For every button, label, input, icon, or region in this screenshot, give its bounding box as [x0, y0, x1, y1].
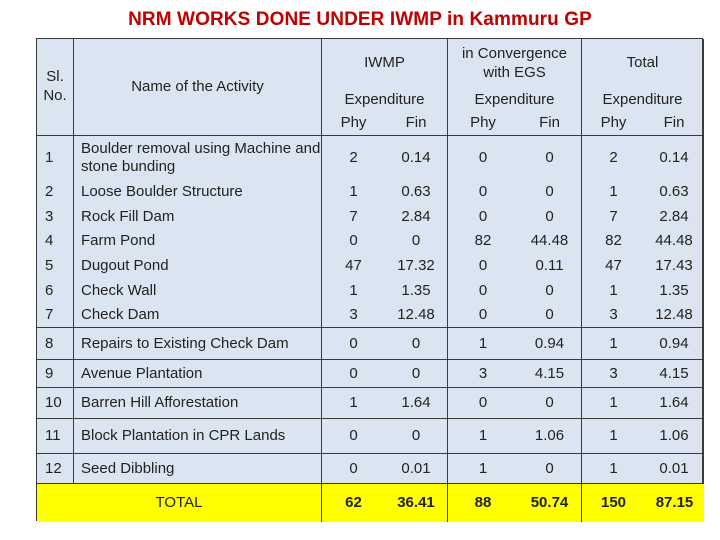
row-value: 2.84	[645, 204, 704, 229]
row-value: 1.06	[518, 419, 582, 454]
header-iwmp: IWMP	[322, 39, 448, 88]
row-value: 7	[349, 207, 358, 225]
header-total-phy: Phy	[582, 112, 645, 136]
nrm-works-table	[36, 38, 703, 521]
row-value: 0	[385, 229, 448, 253]
row-value: 12.48	[645, 303, 704, 328]
row-value: 0.94	[645, 328, 704, 360]
total-value: 50.74	[518, 484, 582, 522]
row-value: 47	[345, 256, 362, 274]
row-sl-no: 3	[37, 204, 74, 229]
row-value: 0	[478, 281, 488, 299]
row-value: 0	[518, 204, 582, 229]
row-value: 1	[582, 454, 645, 484]
row-activity: Loose Boulder Structure	[74, 179, 322, 204]
row-value: 2	[349, 148, 358, 166]
row-value: 0.01	[385, 454, 448, 484]
row-sl-no: 1	[37, 136, 74, 179]
header-iwmp-expenditure: Expenditure	[322, 88, 448, 112]
row-value: 0	[322, 454, 385, 484]
row-value: 1	[582, 328, 645, 360]
header-total: Total	[582, 39, 704, 88]
row-value: 0	[322, 419, 385, 454]
row-sl-no: 9	[37, 360, 74, 388]
row-value: 3	[448, 360, 518, 388]
row-value: 1	[448, 419, 518, 454]
row-activity: Dugout Pond	[74, 253, 322, 278]
row-activity: Repairs to Existing Check Dam	[74, 328, 322, 360]
row-value: 12.48	[385, 303, 448, 328]
row-value: 1.06	[645, 419, 704, 454]
row-value: 0	[478, 182, 488, 200]
row-value: 0	[448, 388, 518, 419]
row-value: 1.64	[645, 388, 704, 419]
row-value: 0.63	[385, 179, 448, 204]
row-activity: Farm Pond	[74, 229, 322, 253]
row-value: 47	[605, 256, 622, 274]
row-activity: Avenue Plantation	[74, 360, 322, 388]
header-activity: Name of the Activity	[74, 39, 322, 136]
row-value: 2	[609, 148, 618, 166]
row-value: 3	[582, 303, 645, 328]
row-value: 1	[448, 454, 518, 484]
row-value: 0.63	[645, 179, 704, 204]
total-value: 150	[582, 484, 645, 522]
row-value: 0.01	[645, 454, 704, 484]
row-value: 0	[518, 278, 582, 303]
header-iwmp-phy: Phy	[322, 112, 385, 136]
row-activity: Seed Dibbling	[74, 454, 322, 484]
row-value: 0	[322, 360, 385, 388]
header-convergence-egs-fin: Fin	[518, 112, 582, 136]
total-label: TOTAL	[37, 484, 322, 522]
row-value: 3	[582, 360, 645, 388]
row-sl-no: 5	[37, 253, 74, 278]
row-value: 17.32	[385, 253, 448, 278]
row-value: 0.14	[385, 136, 448, 179]
row-value: 0	[518, 179, 582, 204]
row-value: 0	[448, 303, 518, 328]
row-value: 1	[322, 388, 385, 419]
row-value: 2.84	[385, 204, 448, 229]
total-value: 87.15	[645, 484, 704, 522]
header-convergence-egs: in Convergence with EGS	[448, 39, 582, 88]
row-value: 82	[605, 232, 622, 249]
row-value: 0	[478, 207, 488, 225]
row-activity: Barren Hill Afforestation	[74, 388, 322, 419]
row-value: 0.11	[518, 253, 582, 278]
row-value: 0.94	[518, 328, 582, 360]
header-total-expenditure: Expenditure	[582, 88, 704, 112]
row-value: 82	[474, 232, 492, 249]
header-convergence-egs-expenditure: Expenditure	[448, 88, 582, 112]
header-iwmp-fin: Fin	[385, 112, 448, 136]
row-value: 0	[349, 232, 358, 249]
row-value: 1	[582, 419, 645, 454]
row-value: 4.15	[518, 360, 582, 388]
row-value: 7	[609, 207, 618, 225]
row-activity: Check Wall	[74, 278, 322, 303]
row-activity: Rock Fill Dam	[74, 204, 322, 229]
row-value: 0	[478, 256, 488, 274]
row-value: 1	[609, 281, 618, 299]
row-value: 1	[349, 182, 358, 200]
row-value: 0	[518, 388, 582, 419]
row-value: 0	[518, 136, 582, 179]
row-sl-no: 11	[37, 419, 74, 454]
page-title: NRM WORKS DONE UNDER IWMP in Kammuru GP	[128, 9, 592, 30]
row-activity: Check Dam	[74, 303, 322, 328]
row-value: 1.35	[385, 278, 448, 303]
total-value: 62	[322, 484, 385, 522]
row-value: 0	[478, 148, 488, 166]
total-value: 36.41	[385, 484, 448, 522]
row-sl-no: 4	[37, 229, 74, 253]
row-value: 3	[322, 303, 385, 328]
row-value: 0	[385, 360, 448, 388]
row-value: 0	[385, 419, 448, 454]
row-value: 1	[582, 388, 645, 419]
row-sl-no: 7	[37, 303, 74, 328]
row-sl-no: 10	[37, 388, 74, 419]
row-activity: Block Plantation in CPR Lands	[74, 419, 322, 454]
row-value: 0.14	[645, 136, 704, 179]
row-value: 1.35	[645, 278, 704, 303]
total-value: 88	[448, 484, 518, 522]
row-value: 4.15	[645, 360, 704, 388]
row-sl-no: 8	[37, 328, 74, 360]
header-total-fin: Fin	[645, 112, 704, 136]
row-value: 17.43	[645, 253, 704, 278]
row-value: 0	[518, 454, 582, 484]
row-value: 0	[322, 328, 385, 360]
row-sl-no: 12	[37, 454, 74, 484]
row-value: 44.48	[518, 229, 582, 253]
row-value: 1	[609, 182, 618, 200]
row-sl-no: 6	[37, 278, 74, 303]
row-sl-no: 2	[37, 179, 74, 204]
row-value: 1	[349, 281, 358, 299]
header-sl-no: Sl. No.	[37, 39, 74, 136]
row-value: 1.64	[385, 388, 448, 419]
row-value: 1	[448, 328, 518, 360]
row-activity: Boulder removal using Machine and stone bunding	[74, 136, 322, 179]
row-value: 0	[385, 328, 448, 360]
header-convergence-egs-phy: Phy	[448, 112, 518, 136]
row-value: 44.48	[645, 229, 704, 253]
row-value: 0	[518, 303, 582, 328]
